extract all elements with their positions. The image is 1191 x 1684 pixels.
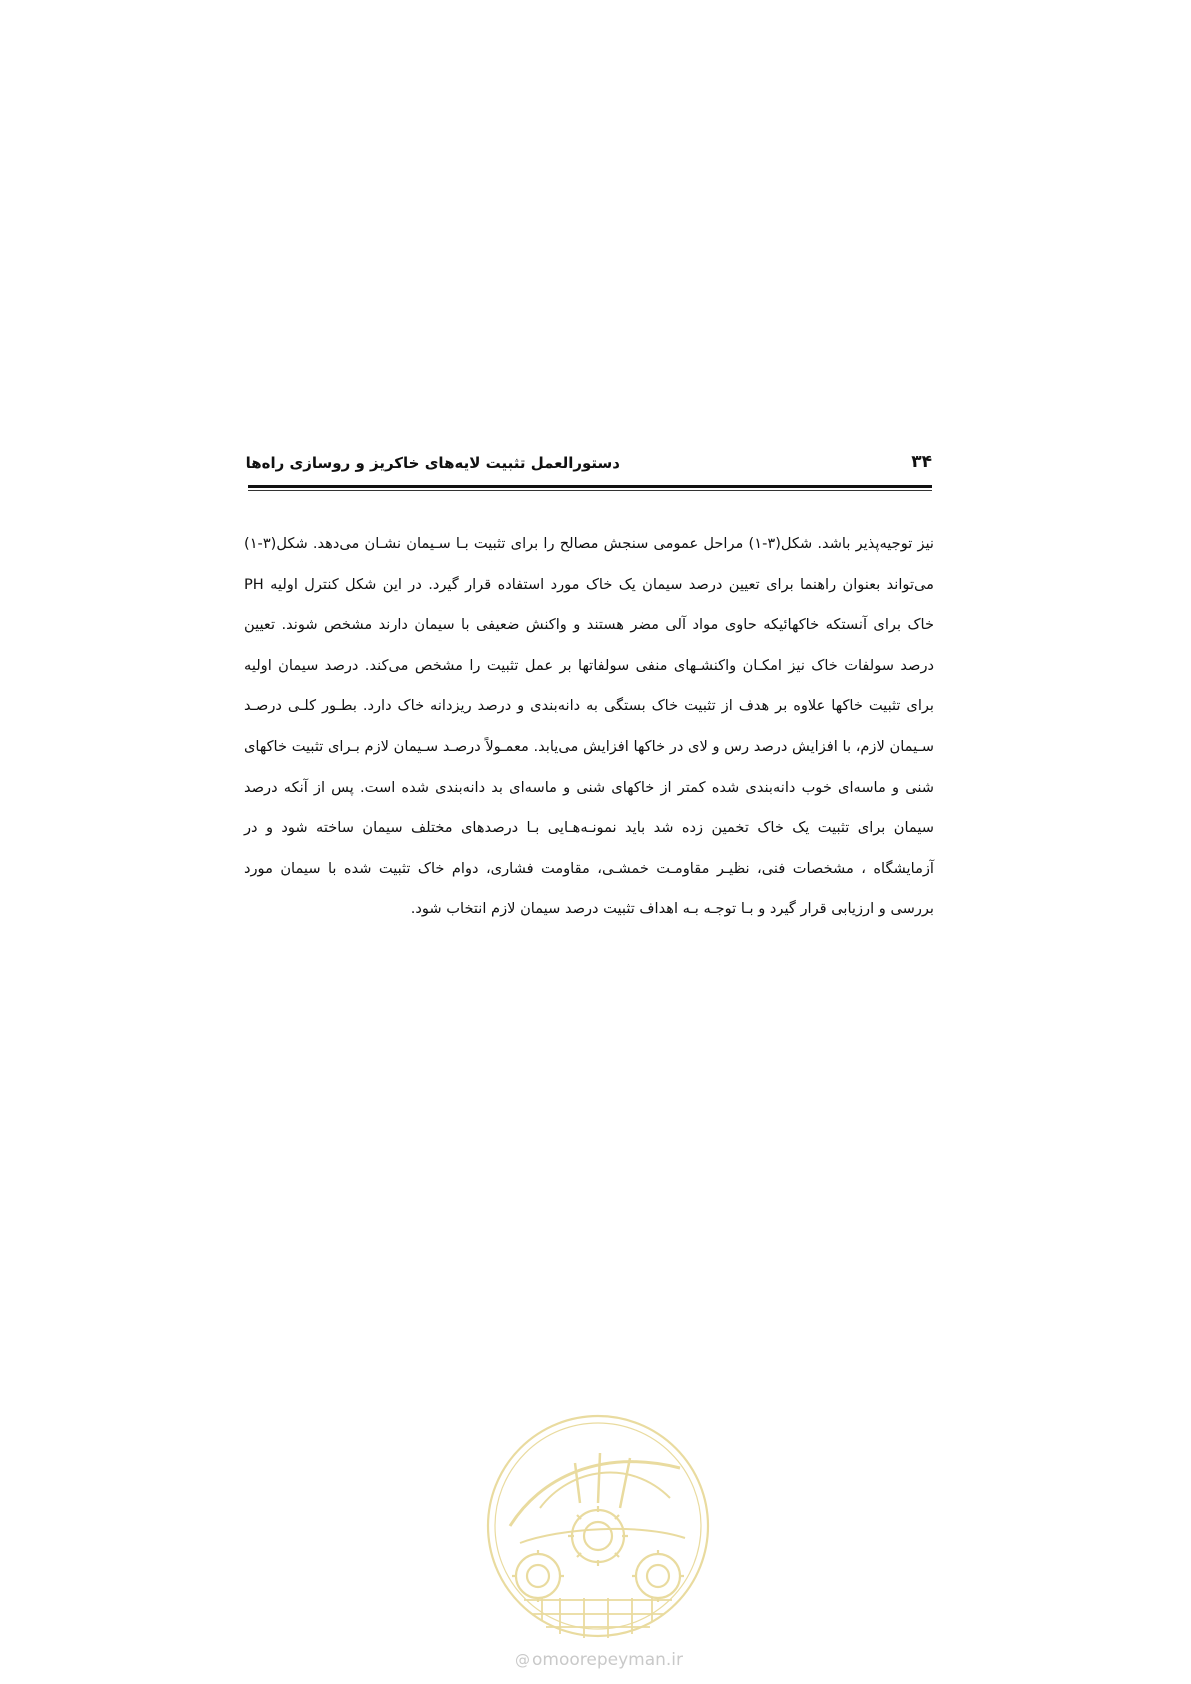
watermark-seal — [480, 1408, 716, 1644]
body-paragraph: نیز توجیه‌پذیر باشد. شکل(۳-۱) مراحل عمومی سنجش مصالح را برای تثبیت بـا سـیمان نشـان می‌دهد. شکل(۳-۱) می‌تواند بعنوان راهنما برای تعیین درصد سیمان یک خاک مورد استفاده قرار گیرد. در این شکل کنترل اولیه PH خاک برای آنستکه خاکهائیکه حاوی مواد آلی مضر هستند و واکنش ضعیفی با سیمان دارند مشخص شوند. تعیین درصد سولفات خاک نیز امکـان واکنشـهای منفی سولفاتها بر عمل تثبیت را مشخص می‌کند. درصد سیمان اولیه برای تثبیت خاکها علاوه بر هدف از تثبیت خاک بستگی به دانه‌بندی و درصد ریزدانه خاک دارد. بطـور کلـی درصـد سـیمان لازم، با افزایش درصد رس و لای در خاکها افزایش می‌یابد. معمـولاً درصـد سـیمان لازم بـرای تثبیت خاکهای شنی و ماسه‌ای خوب دانه‌بندی شده کمتر از خاکهای شنی و ماسه‌ای بد دانه‌بندی شده است. پس از آنکه درصد سیمان برای تثبیت یک خاک تخمین زده شد باید نمونـه‌هـایی بـا درصدهای مختلف سیمان ساخته شود و در آزمایشگاه ، مشخصات فنی، نظیـر مقاومـت خمشـی، مقاومت فشاری، دوام خاک تثبیت شده با سیمان مورد بررسی و ارزیابی قرار گیرد و بـا توجـه بـه اهداف تثبیت درصد سیمان لازم انتخاب شود. — [244, 535, 934, 918]
page-number: ۳۴ — [911, 452, 932, 472]
seal-graphic — [480, 1408, 716, 1644]
header-title: دستورالعمل تثبیت لایه‌های خاکریز و روسازی راه‌ها — [245, 454, 620, 472]
header-rule-thin — [248, 490, 932, 491]
running-header — [245, 450, 932, 486]
watermark-url — [486, 1650, 712, 1670]
watermark-url-text: omoorepeyman.ir — [531, 1650, 684, 1670]
header-rule-thick — [248, 485, 932, 488]
at-icon: @ — [514, 1651, 530, 1669]
